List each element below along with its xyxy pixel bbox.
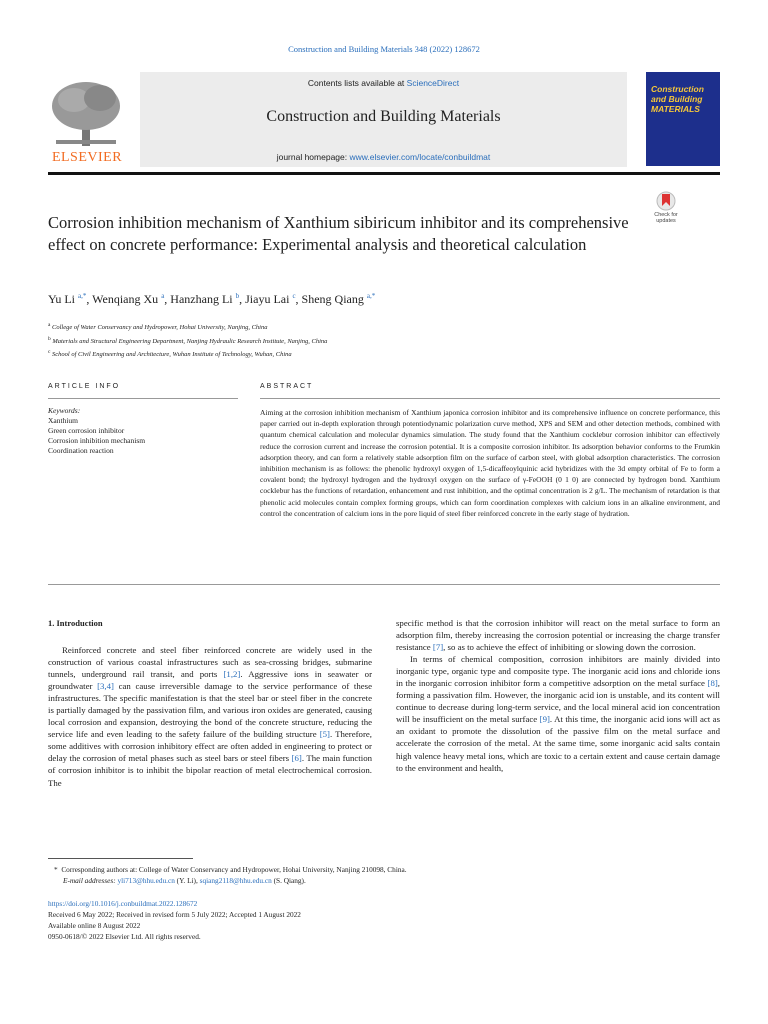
publication-info <box>48 898 720 942</box>
author-affil-mark[interactable]: a <box>161 292 165 300</box>
cover-title: Construction and Building MATERIALS <box>651 84 704 114</box>
abstract-bottom-rule <box>48 584 720 585</box>
homepage-link[interactable]: www.elsevier.com/locate/conbuildmat <box>349 152 491 162</box>
author-name[interactable]: Jiayu Lai <box>245 292 290 306</box>
check-updates-icon <box>648 190 684 212</box>
keyword: Coordination reaction <box>48 446 114 455</box>
paragraph: Reinforced concrete and steel fiber reinforced concrete are widely used in the construction of various coastal infrastructures such as sea-crossing bridges, submarine tunnels, underground rail transit, and ports [1,2]. Aggressive ions in seawater or groundwater [3,4] can cause irreversible damage to the service performance of these infrastructures. The specific manifestation is that the steel bar or steel fiber in the concrete is partially damaged by the passivation film, and various iron oxides are generated, causing local corrosion and expansion, destroying the bond of the concrete structure, reducing the service life and even leading to the safety failure of the building structure [5]. Therefore, some additives with corrosion inhibitory effect are often added in engineering to protect or delay the corrosion of metal phases such as steel bars or steel fibers [6]. The main function of corrosion inhibitor is to inhibit the bipolar reaction of metal electrochemical corrosion. The <box>48 645 372 788</box>
author-name[interactable]: Yu Li <box>48 292 75 306</box>
keywords-label: Keywords: <box>48 406 81 415</box>
affiliation: $^a$ College of Water Conservancy and Hydropower, Hohai University, Nanjing, China <box>48 322 268 332</box>
citation-link[interactable]: [8] <box>707 678 718 689</box>
author-affil-mark[interactable]: b <box>235 292 240 300</box>
author-name[interactable]: Wenqiang Xu <box>92 292 159 306</box>
abstract-text: Aiming at the corrosion inhibition mechanism of Xanthium japonica corrosion inhibitor and its comprehensive influence on concrete performance, this paper carried out in-depth exploration through potentiodynamic polarization curve method, XPS and SEM and other detection methods, combined with quantum chemical calculation and molecular dynamics simulation. The study found that the Xanthium cocklebur corrosion inhibitor can effectively reduce the corrosion current and increase the corrosion potential. It is a composite corrosion inhibitor. Its adsorption behavior conforms to the Frumkin adsorption theory, and can form a relatively stable adsorption film on the surface of carbon steel, with global adsorption characteristics. The corrosion inhibition mechanism is as follows: the phenolic hydroxyl oxygen of 1,5-dicaffeoylquinic acid hybridizes with the 3d empty orbital of Fe to form a covalent bond; the hydroxyl hydrogen and the hydroxyl oxygen on the surface of γ-FeOOH (0 1 0) are connected by hydrogen bond. Xanthium cocklebur has the functions of retardation, enhancement and rust inhibition, and the optimal concentration is 2 g/L. The mechanism of retardation is that phenolic acid molecules contain complex forming groups, which can form coordination complexes with calcium ions in an alkaline environment, and control the concentration of calcium ions in the pore liquid of steel fiber reinforced concrete in the early stage of hydration. <box>260 408 720 518</box>
footnote-rule <box>48 858 193 859</box>
affiliation: $^b$ Materials and Structural Engineering Department, Nanjing Hydraulic Research Institute, Nanjing, China <box>48 335 328 345</box>
homepage-line <box>140 152 627 162</box>
contents-prefix: Contents lists available at <box>307 78 407 88</box>
journal-cover[interactable] <box>646 72 720 166</box>
copyright: 0950-0618/© 2022 Elsevier Ltd. All rights reserved. <box>48 932 201 941</box>
elsevier-wordmark: ELSEVIER <box>51 150 123 165</box>
affiliation: $^c$ School of Civil Engineering and Architecture, Wuhan Institute of Technology, Wuhan, China <box>48 349 292 359</box>
keyword: Xanthium <box>48 416 78 425</box>
affiliations <box>48 320 327 361</box>
author-name[interactable]: Hanzhang Li <box>170 292 233 306</box>
email-link[interactable]: sqiang2118@hhu.edu.cn <box>199 876 272 885</box>
journal-title: Construction and Building Materials <box>266 108 501 125</box>
contents-line <box>140 78 627 88</box>
author-affil-mark[interactable]: a,* <box>366 292 376 300</box>
keywords-block <box>48 406 238 456</box>
doi-link[interactable]: https://doi.org/10.1016/j.conbuildmat.2022.128672 <box>48 899 198 908</box>
section-heading-introduction: 1. Introduction <box>48 618 103 628</box>
article-info-rule <box>48 398 238 399</box>
paper-title: Corrosion inhibition mechanism of Xanthium sibiricum inhibitor and its comprehensive effect on concrete performance: Experimental analysis and theoretical calculation <box>48 213 629 254</box>
received-dates: Received 6 May 2022; Received in revised form 5 July 2022; Accepted 1 August 2022 <box>48 910 301 919</box>
intro-column-right <box>396 617 720 774</box>
citation-link[interactable]: [9] <box>539 714 550 725</box>
journal-reference[interactable]: Construction and Building Materials 348 (2022) 128672 <box>288 44 480 54</box>
homepage-prefix: journal homepage: <box>276 152 350 162</box>
citation-link[interactable]: [3,4] <box>97 681 114 692</box>
available-online: Available online 8 August 2022 <box>48 921 141 930</box>
intro-column-left <box>48 644 372 789</box>
abstract-heading: ABSTRACT <box>260 383 314 390</box>
author-affil-mark[interactable]: a,* <box>78 292 87 300</box>
email-link[interactable]: yli713@hhu.edu.cn <box>117 876 175 885</box>
citation-link[interactable]: [6] <box>291 753 302 764</box>
author-affil-mark[interactable]: c <box>292 292 296 300</box>
article-info-heading: ARTICLE INFO <box>48 383 121 390</box>
author-list: Yu Li $^{a,*}$, Wenqiang Xu $^a$, Hanzhang Li $^b$, Jiayu Lai $^c$, Sheng Qiang $^{a,*}$ <box>48 292 376 306</box>
author-name[interactable]: Sheng Qiang <box>301 292 364 306</box>
citation-link[interactable]: [7] <box>432 642 444 653</box>
keyword: Corrosion inhibition mechanism <box>48 436 146 445</box>
sciencedirect-link[interactable]: ScienceDirect <box>406 78 460 88</box>
citation-link[interactable]: [1,2] <box>223 669 241 680</box>
check-for-updates-badge[interactable] <box>648 190 684 232</box>
header-rule <box>48 172 720 175</box>
citation-link[interactable]: [5] <box>319 729 330 740</box>
paragraph: In terms of chemical composition, corrosion inhibitors are mainly divided into inorganic type, organic type and composite type. The inorganic acid ions and chloride ions in the inorganic corrosion inhibitor form a competitive adsorption on the metal surface [8], forming a passivation film. However, the inorganic acid ion is unstable, and its content will continue to decrease during long-term service, and the local mineral acid ion concentration will be insufficient on the metal surface [9]. At this time, the inorganic acid ions will act as an oxidant to promote the dissolution of the passive film on the metal surface and accelerate the corrosion of the metal. At the same time, some inorganic acid salts contain high valence heavy metal ions, which are toxic to a certain extent and cause certain damage to the environment and health, <box>396 654 721 773</box>
badge-label: Check for updates <box>654 212 678 224</box>
keyword: Green corrosion inhibitor <box>48 426 125 435</box>
paragraph: specific method is that the corrosion inhibitor will react on the metal surface to form an adsorption film, thereby increasing the corrosion potential or increasing the charge transfer resistance [7], so as to achieve the effect of inhibiting or slowing down the corrosion. <box>396 618 720 653</box>
abstract-rule <box>260 398 720 399</box>
corresponding-footnote: * Corresponding authors at: College of Water Conservancy and Hydropower, Hohai University, Nanjing 210098, China. E-mail addresses: yli713@hhu.edu.cn (Y. Li), sqiang2118@hhu.edu.cn (S. Qiang). <box>54 865 407 885</box>
